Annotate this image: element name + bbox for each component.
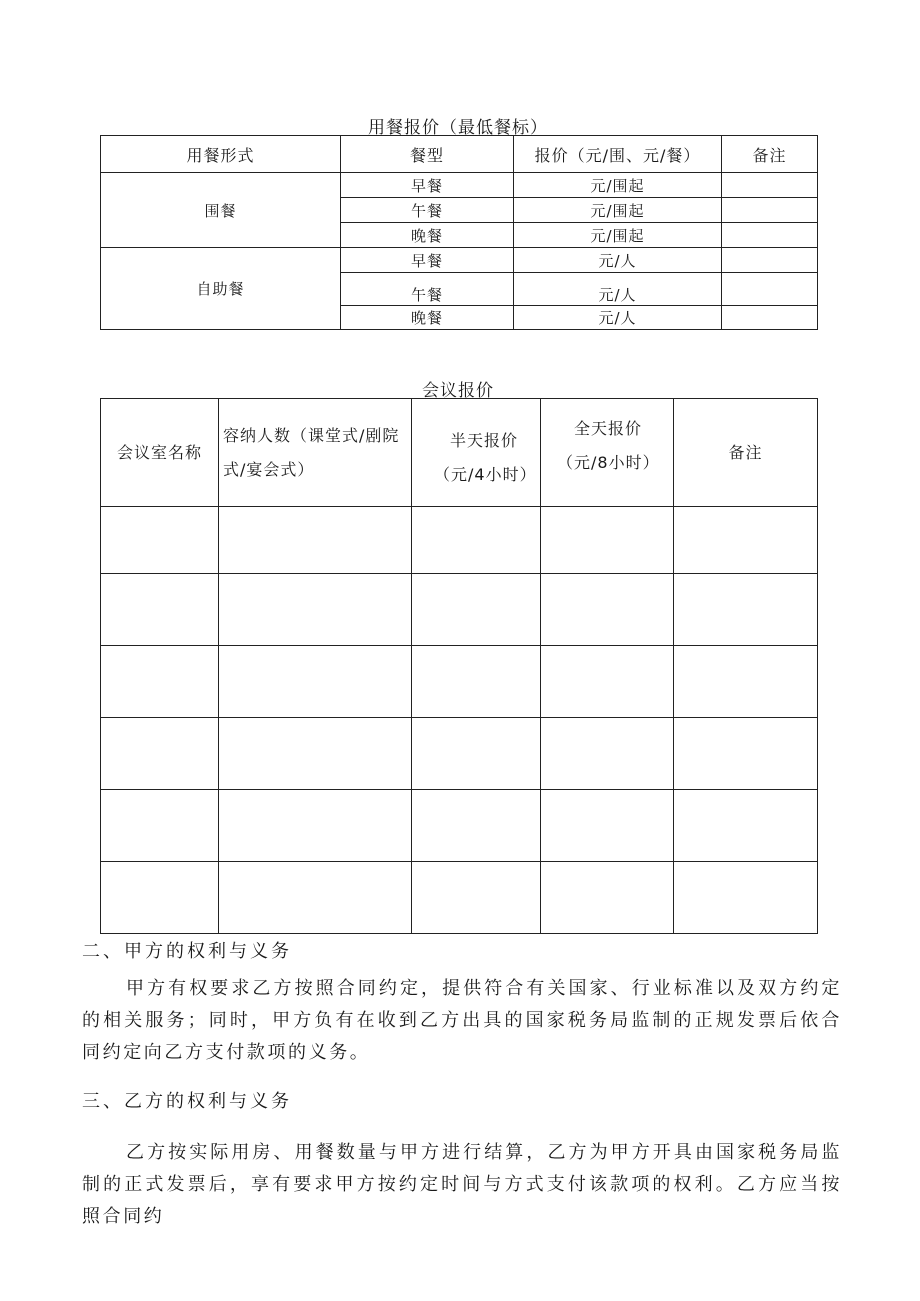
conference-price-table xyxy=(100,398,818,934)
meal-price-cell: 元/人 xyxy=(514,248,722,273)
conf-room-name-cell[interactable] xyxy=(101,646,219,718)
table-row xyxy=(101,507,818,574)
conf-full-day-cell[interactable] xyxy=(541,718,674,790)
table-row xyxy=(101,718,818,790)
conf-full-day-cell[interactable] xyxy=(541,790,674,862)
meal-price-cell: 元/人 xyxy=(514,273,722,306)
section-two-paragraph: 甲方有权要求乙方按照合同约定，提供符合有关国家、行业标准以及双方约定的相关服务；同时，甲方负有在收到乙方出具的国家税务局监制的正规发票后依合同约定向乙方支付款项的义务。 xyxy=(82,978,842,1063)
conf-header-room-name: 会议室名称 xyxy=(101,399,219,507)
meal-type-cell: 晚餐 xyxy=(341,306,514,330)
conf-full-day-cell[interactable] xyxy=(541,862,674,934)
meal-header-row xyxy=(101,136,818,173)
conf-room-name-cell[interactable] xyxy=(101,574,219,646)
meal-header-form: 用餐形式 xyxy=(101,136,341,173)
section-three-paragraph: 乙方按实际用房、用餐数量与甲方进行结算，乙方为甲方开具由国家税务局监制的正式发票后，享有要求甲方按约定时间与方式支付该款项的权利。乙方应当按照合同约 xyxy=(82,1142,842,1227)
conf-half-day-cell[interactable] xyxy=(412,646,541,718)
meal-remark-cell[interactable] xyxy=(722,248,818,273)
conf-room-name-cell[interactable] xyxy=(101,862,219,934)
table-row xyxy=(101,248,818,273)
conf-half-day-cell[interactable] xyxy=(412,507,541,574)
meal-type-cell: 午餐 xyxy=(341,273,514,306)
conf-header-capacity: 容纳人数（课堂式/剧院式/宴会式） xyxy=(219,399,412,507)
conference-header-row xyxy=(101,399,818,507)
meal-price-cell: 元/围起 xyxy=(514,223,722,248)
meal-type-cell: 早餐 xyxy=(341,173,514,198)
meal-remark-cell[interactable] xyxy=(722,198,818,223)
conference-table-caption: 会议报价 xyxy=(422,381,494,401)
meal-form-cell: 围餐 xyxy=(101,173,341,248)
meal-price-table xyxy=(100,135,818,330)
table-row xyxy=(101,646,818,718)
meal-price-cell: 元/围起 xyxy=(514,173,722,198)
conf-capacity-cell[interactable] xyxy=(219,507,412,574)
conf-header-full-day: 全天报价（元/8小时） xyxy=(541,399,674,507)
conf-capacity-cell[interactable] xyxy=(219,646,412,718)
section-two-heading: 二、甲方的权利与义务 xyxy=(82,941,292,962)
meal-remark-cell[interactable] xyxy=(722,223,818,248)
meal-type-cell: 晚餐 xyxy=(341,223,514,248)
conf-half-day-cell[interactable] xyxy=(412,862,541,934)
meal-header-price: 报价（元/围、元/餐） xyxy=(514,136,722,173)
conf-half-day-cell[interactable] xyxy=(412,790,541,862)
conf-header-remark: 备注 xyxy=(674,399,818,507)
table-row xyxy=(101,173,818,198)
meal-price-cell: 元/人 xyxy=(514,306,722,330)
conf-full-day-cell[interactable] xyxy=(541,646,674,718)
conf-remark-cell[interactable] xyxy=(674,862,818,934)
conf-capacity-cell[interactable] xyxy=(219,574,412,646)
meal-remark-cell[interactable] xyxy=(722,173,818,198)
meal-header-remark: 备注 xyxy=(722,136,818,173)
conf-remark-cell[interactable] xyxy=(674,646,818,718)
meal-type-cell: 早餐 xyxy=(341,248,514,273)
meal-price-cell: 元/围起 xyxy=(514,198,722,223)
meal-form-cell: 自助餐 xyxy=(101,248,341,330)
table-row xyxy=(101,862,818,934)
conf-remark-cell[interactable] xyxy=(674,574,818,646)
conf-remark-cell[interactable] xyxy=(674,790,818,862)
conf-remark-cell[interactable] xyxy=(674,718,818,790)
meal-type-cell: 午餐 xyxy=(341,198,514,223)
section-three-heading: 三、乙方的权利与义务 xyxy=(82,1091,292,1112)
conf-capacity-cell[interactable] xyxy=(219,718,412,790)
meal-remark-cell[interactable] xyxy=(722,273,818,306)
meal-table-caption: 用餐报价（最低餐标） xyxy=(368,118,548,138)
conf-half-day-cell[interactable] xyxy=(412,718,541,790)
conf-full-day-cell[interactable] xyxy=(541,507,674,574)
conf-remark-cell[interactable] xyxy=(674,507,818,574)
meal-remark-cell[interactable] xyxy=(722,306,818,330)
meal-header-type: 餐型 xyxy=(341,136,514,173)
conf-capacity-cell[interactable] xyxy=(219,862,412,934)
table-row xyxy=(101,574,818,646)
conf-full-day-cell[interactable] xyxy=(541,574,674,646)
conf-room-name-cell[interactable] xyxy=(101,790,219,862)
conf-header-half-day: 半天报价（元/4小时） xyxy=(412,399,541,507)
conf-capacity-cell[interactable] xyxy=(219,790,412,862)
conf-half-day-cell[interactable] xyxy=(412,574,541,646)
conf-room-name-cell[interactable] xyxy=(101,718,219,790)
table-row xyxy=(101,790,818,862)
conf-room-name-cell[interactable] xyxy=(101,507,219,574)
